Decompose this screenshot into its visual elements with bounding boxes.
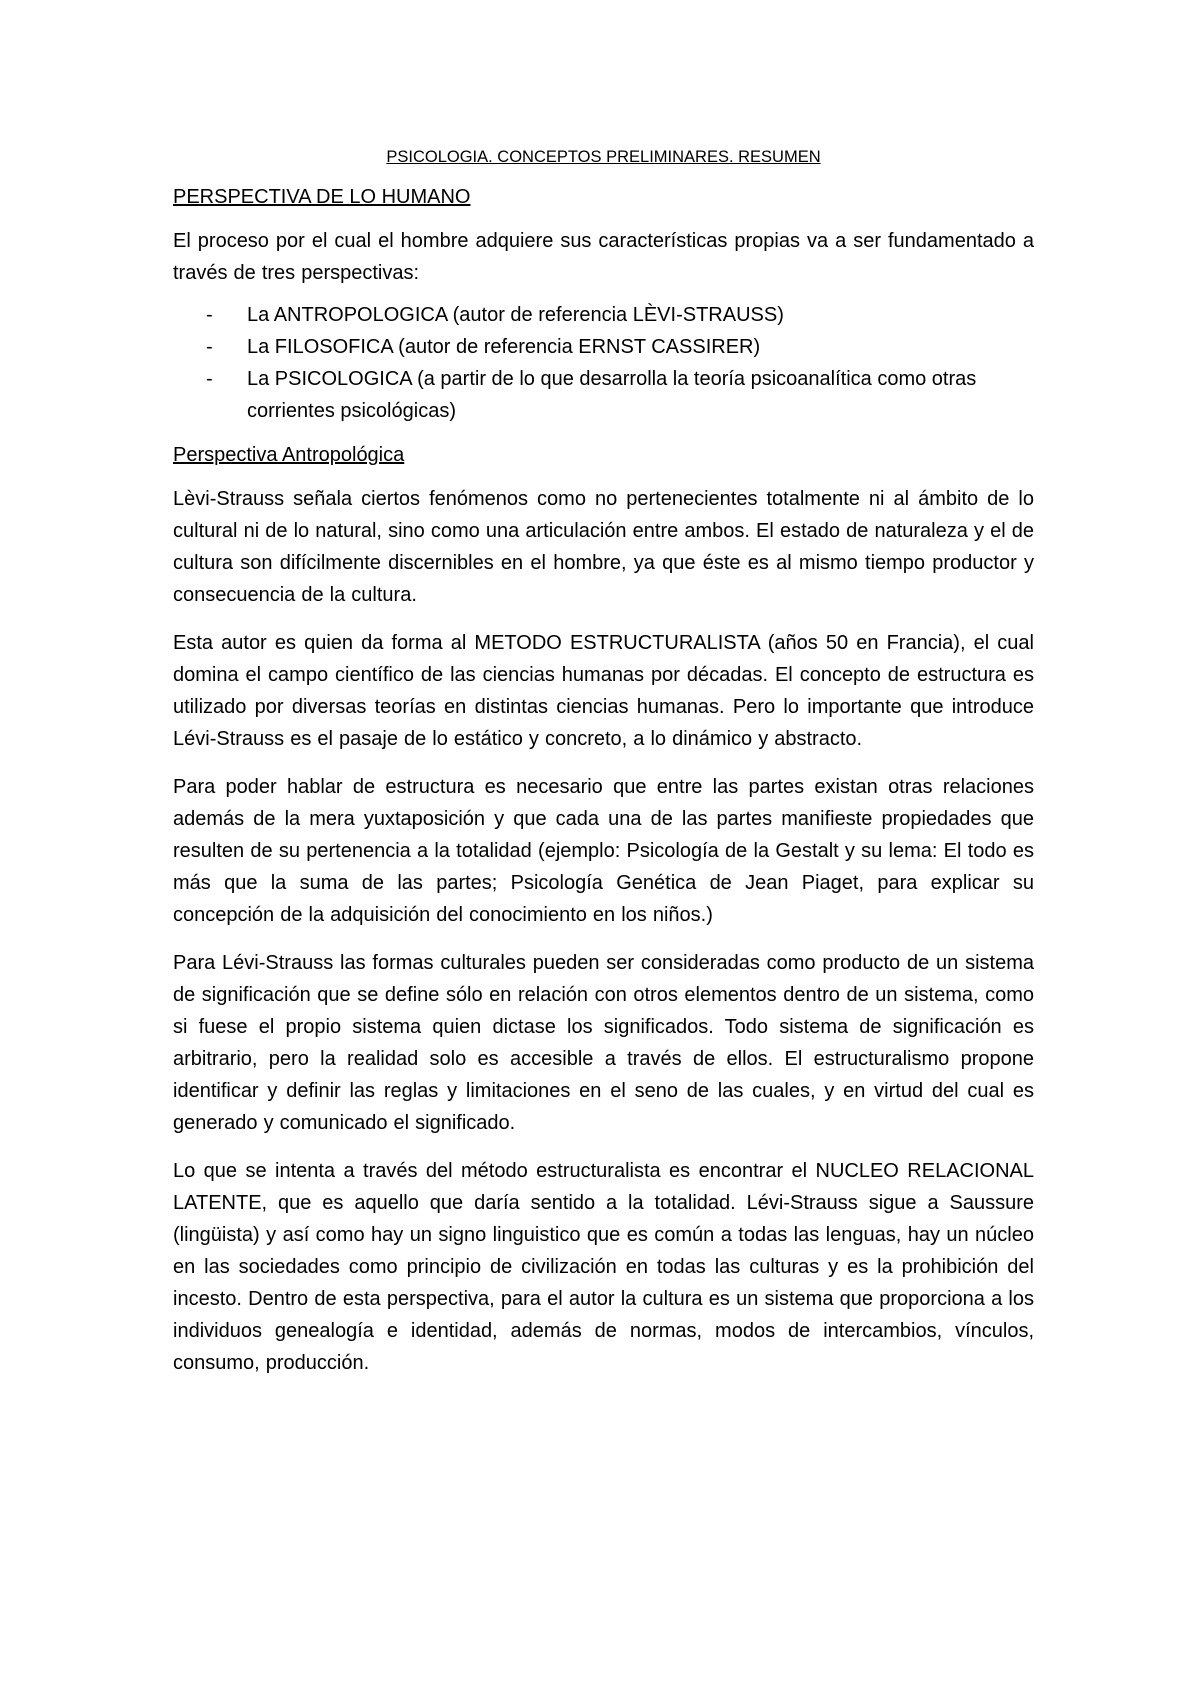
list-item-text: La ANTROPOLOGICA (autor de referencia LÈVI-STRAUSS) [247, 304, 784, 326]
list-item [173, 331, 1034, 363]
list-item [173, 363, 1034, 427]
list-item-text: La FILOSOFICA (autor de referencia ERNST CASSIRER) [247, 336, 761, 358]
body-paragraph: Para Lévi-Strauss las formas culturales pueden ser consideradas como producto de un sistema de significación que se define sólo en relación con otros elementos dentro de un sistema, como si fuese el propio sistema quien dictase los significados. Todo sistema de significación es arbitrario, pero la realidad solo es accesible a través de ellos. El estructuralismo propone identificar y definir las reglas y limitaciones en el seno de las cuales, y en virtud del cual es generado y comunicado el significado. [173, 952, 1034, 1134]
body-paragraph: Lo que se intenta a través del método estructuralista es encontrar el NUCLEO RELACIONAL LATENTE, que es aquello que daría sentido a la totalidad. Lévi-Strauss sigue a Saussure (lingüista) y así como hay un signo linguistico que es común a todas las lenguas, hay un núcleo en las sociedades como principio de civilización en todas las culturas y es la prohibición del incesto. Dentro de esta perspectiva, para el autor la cultura es un sistema que proporciona a los individuos genealogía e identidad, además de normas, modos de intercambios, vínculos, consumo, producción. [173, 1160, 1034, 1374]
list-item [173, 299, 1034, 331]
list-dash: - [206, 304, 213, 326]
document-title: PSICOLOGIA. CONCEPTOS PRELIMINARES. RESUMEN [386, 148, 821, 166]
body-paragraph: Lèvi-Strauss señala ciertos fenómenos como no pertenecientes totalmente ni al ámbito de lo cultural ni de lo natural, sino como una articulación entre ambos. El estado de naturaleza y el de cultura son difícilmente discernibles en el hombre, ya que éste es al mismo tiempo productor y consecuencia de la cultura. [173, 488, 1034, 606]
body-paragraph: Esta autor es quien da forma al METODO ESTRUCTURALISTA (años 50 en Francia), el cual domina el campo científico de las ciencias humanas por décadas. El concepto de estructura es utilizado por diversas teorías en distintas ciencias humanas. Pero lo importante que introduce Lévi-Strauss es el pasaje de lo estático y concreto, a lo dinámico y abstracto. [173, 632, 1034, 750]
list-item-text: La PSICOLOGICA (a partir de lo que desarrolla la teoría psicoanalítica como otras corrientes psicológicas) [247, 368, 977, 422]
list-dash: - [206, 368, 213, 390]
perspectives-list [173, 299, 1034, 427]
subsection-heading: Perspectiva Antropológica [173, 444, 405, 466]
body-paragraph: Para poder hablar de estructura es necesario que entre las partes existan otras relaciones además de la mera yuxtaposición y que cada una de las partes manifieste propiedades que resulten de su pertenencia a la totalidad (ejemplo: Psicología de la Gestalt y su lema: El todo es más que la suma de las partes; Psicología Genética de Jean Piaget, para explicar su concepción de la adquisición del conocimiento en los niños.) [173, 776, 1034, 926]
document-body [173, 146, 1034, 1395]
intro-paragraph: El proceso por el cual el hombre adquiere sus características propias va a ser fundamentado a través de tres perspectivas: [173, 230, 1034, 284]
list-dash: - [206, 336, 213, 358]
section-heading: PERSPECTIVA DE LO HUMANO [173, 186, 471, 208]
